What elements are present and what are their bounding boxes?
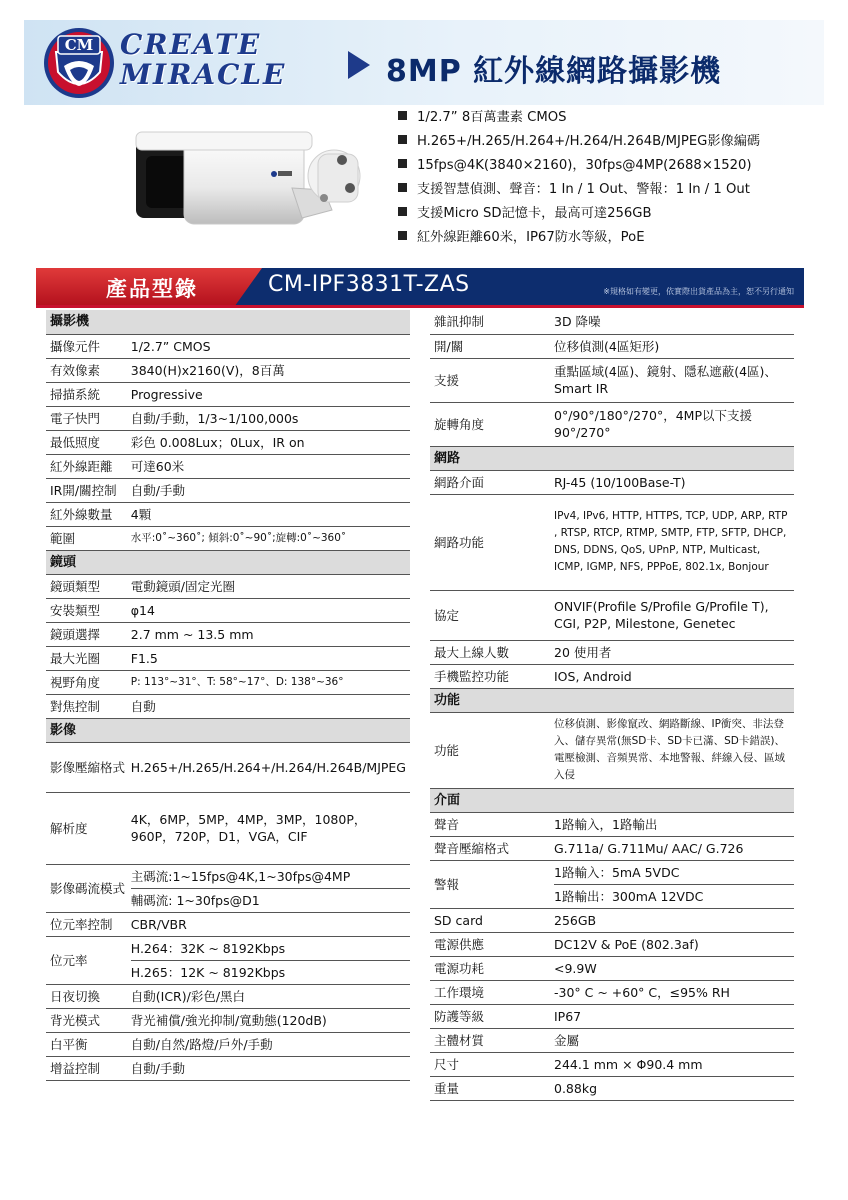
spec-key: 電源供應 [430, 932, 554, 956]
spec-row [46, 912, 410, 936]
spec-key: 聲音 [430, 812, 554, 836]
spec-value: DC12V & PoE (802.3af) [554, 932, 794, 956]
spec-value: 重點區域(4區)、鏡射、隱私遮蔽(4區)、Smart IR [554, 358, 794, 402]
spec-value: H.265+/H.265/H.264+/H.264/H.264B/MJPEG [131, 742, 410, 792]
spec-key: 網路功能 [430, 494, 554, 590]
spec-row [46, 454, 410, 478]
spec-key: 視野角度 [46, 670, 131, 694]
spec-value: 電動鏡頭/固定光圈 [131, 574, 410, 598]
spec-row [46, 622, 410, 646]
spec-key: 警報 [430, 860, 554, 908]
banner-label: 產品型錄 [106, 277, 198, 301]
header-band [24, 20, 824, 105]
spec-key: 白平衡 [46, 1032, 131, 1056]
section-title: 功能 [430, 688, 794, 712]
spec-key: 背光模式 [46, 1008, 131, 1032]
spec-value: IP67 [554, 1004, 794, 1028]
spec-key: 紅外線距離 [46, 454, 131, 478]
spec-row [46, 574, 410, 598]
spec-row [430, 640, 794, 664]
spec-row [430, 358, 794, 402]
spec-key: 最大上線人數 [430, 640, 554, 664]
spec-key: 攝像元件 [46, 334, 131, 358]
bullet-camera-icon [132, 118, 368, 238]
spec-key: 範圍 [46, 526, 131, 550]
spec-key: 影像碼流模式 [46, 864, 131, 912]
spec-value: G.711a/ G.711Mu/ AAC/ G.726 [554, 836, 794, 860]
spec-key: 鏡頭類型 [46, 574, 131, 598]
spec-value: RJ-45 (10/100Base-T) [554, 470, 794, 494]
spec-value: 背光補償/強光抑制/寬動態(120dB) [131, 1008, 410, 1032]
spec-value: Progressive [131, 382, 410, 406]
spec-value: ONVIF(Profile S/Profile G/Profile T), CGI, P2P, Milestone, Genetec [554, 590, 794, 640]
spec-key: 位元率控制 [46, 912, 131, 936]
feature-item: 15fps@4K(3840×2160)，30fps@4MP(2688×1520) [398, 154, 818, 178]
spec-key: SD card [430, 908, 554, 932]
spec-value: 1路輸出：300mA 12VDC [554, 884, 794, 908]
spec-value: 水平:0˚~360˚; 傾斜:0˚~90˚;旋轉:0˚~360˚ [131, 526, 410, 550]
spec-value: F1.5 [131, 646, 410, 670]
spec-value: 256GB [554, 908, 794, 932]
spec-value: <9.9W [554, 956, 794, 980]
spec-row [46, 382, 410, 406]
cm-shield-logo-icon [42, 26, 116, 100]
spec-row [46, 1008, 410, 1032]
spec-key: 位元率 [46, 936, 131, 984]
spec-key: 鏡頭選擇 [46, 622, 131, 646]
spec-value: 1路輸入：5mA 5VDC [554, 860, 794, 884]
spec-row [46, 526, 410, 550]
spec-row [46, 478, 410, 502]
spec-value: 金屬 [554, 1028, 794, 1052]
title-arrow-icon [348, 51, 370, 79]
brand-name [120, 30, 286, 90]
spec-value: 自動/手動 [131, 478, 410, 502]
spec-value: 自動/手動，1/3~1/100,000s [131, 406, 410, 430]
spec-row [46, 670, 410, 694]
section-title: 攝影機 [46, 310, 410, 334]
logo-text: CM [64, 36, 94, 54]
spec-key: 聲音壓縮格式 [430, 836, 554, 860]
spec-key: 功能 [430, 712, 554, 788]
spec-value: 3840(H)x2160(V)，8百萬 [131, 358, 410, 382]
section-title: 介面 [430, 788, 794, 812]
spec-row [46, 792, 410, 864]
spec-row [430, 494, 794, 590]
spec-row [430, 590, 794, 640]
spec-key: 有效像素 [46, 358, 131, 382]
brand-line-1: CREATE [120, 28, 262, 61]
section-header [430, 688, 794, 712]
spec-key: 尺寸 [430, 1052, 554, 1076]
spec-value: H.264：32K ~ 8192Kbps [131, 936, 410, 960]
spec-row [430, 402, 794, 446]
spec-row [430, 812, 794, 836]
spec-value: 位移偵測、影像竄改、網路斷線、IP衝突、非法登入、儲存異常(無SD卡、SD卡已滿、SD卡錯誤)、電壓檢測、音頻異常、本地警報、絆線入侵、區域入侵 [554, 712, 794, 788]
spec-value: 位移偵測(4區矩形) [554, 334, 794, 358]
spec-key: 雜訊抑制 [430, 310, 554, 334]
spec-key: 安裝類型 [46, 598, 131, 622]
spec-value: 自動/自然/路燈/戶外/手動 [131, 1032, 410, 1056]
spec-value: H.265：12K ~ 8192Kbps [131, 960, 410, 984]
spec-row [430, 908, 794, 932]
spec-value: 自動(ICR)/彩色/黑白 [131, 984, 410, 1008]
spec-row [46, 358, 410, 382]
spec-key: 日夜切換 [46, 984, 131, 1008]
spec-key: 主體材質 [430, 1028, 554, 1052]
section-title: 影像 [46, 718, 410, 742]
spec-row [430, 1028, 794, 1052]
spec-row [46, 598, 410, 622]
spec-key: 工作環境 [430, 980, 554, 1004]
feature-item: 支援智慧偵測、聲音：1 In / 1 Out、警報：1 In / 1 Out [398, 178, 818, 202]
spec-key: 協定 [430, 590, 554, 640]
spec-key: 支援 [430, 358, 554, 402]
spec-row [46, 694, 410, 718]
spec-key: 電子快門 [46, 406, 131, 430]
spec-value: 0°/90°/180°/270°，4MP以下支援90°/270° [554, 402, 794, 446]
spec-key: 手機監控功能 [430, 664, 554, 688]
spec-table-left [46, 310, 410, 1081]
model-number: CM-IPF3831T-ZAS [268, 272, 470, 297]
feature-item: H.265+/H.265/H.264+/H.264/H.264B/MJPEG影像編碼 [398, 130, 818, 154]
spec-key: 掃描系統 [46, 382, 131, 406]
section-header [46, 310, 410, 334]
spec-value: 輔碼流: 1~30fps@D1 [131, 888, 410, 912]
spec-row [46, 1032, 410, 1056]
spec-value: IPv4, IPv6, HTTP, HTTPS, TCP, UDP, ARP, RTP , RTSP, RTCP, RTMP, SMTP, FTP, SFTP, DHCP, DNS, DDNS, QoS, UPnP, NTP, Multicast, ICMP, IGMP, NFS, PPPoE, 802.1x, Bonjour [554, 494, 794, 590]
spec-row [430, 860, 794, 884]
spec-value: CBR/VBR [131, 912, 410, 936]
catalog-banner [36, 268, 804, 308]
spec-row [46, 430, 410, 454]
spec-row [46, 1056, 410, 1080]
spec-row [430, 932, 794, 956]
spec-value: 0.88kg [554, 1076, 794, 1100]
spec-value: 可達60米 [131, 454, 410, 478]
spec-key: 最低照度 [46, 430, 131, 454]
spec-row [46, 984, 410, 1008]
banner-note: ※規格如有變更，依實際出貨產品為主，恕不另行通知 [603, 287, 794, 296]
spec-key: 影像壓縮格式 [46, 742, 131, 792]
spec-value: 1/2.7” CMOS [131, 334, 410, 358]
spec-key: 防護等級 [430, 1004, 554, 1028]
spec-row [430, 956, 794, 980]
section-header [46, 550, 410, 574]
spec-key: 解析度 [46, 792, 131, 864]
section-header [430, 788, 794, 812]
spec-value: 自動 [131, 694, 410, 718]
spec-key: 電源功耗 [430, 956, 554, 980]
feature-item: 紅外線距離60米，IP67防水等級，PoE [398, 226, 818, 250]
spec-value: 主碼流:1~15fps@4K,1~30fps@4MP [131, 864, 410, 888]
section-header [46, 718, 410, 742]
spec-row [430, 1076, 794, 1100]
spec-value: 244.1 mm × Φ90.4 mm [554, 1052, 794, 1076]
spec-value: -30° C ~ +60° C，≤95% RH [554, 980, 794, 1004]
spec-value: 3D 降噪 [554, 310, 794, 334]
spec-row [430, 664, 794, 688]
section-header [430, 446, 794, 470]
spec-key: 開/關 [430, 334, 554, 358]
spec-key: 最大光圈 [46, 646, 131, 670]
feature-item: 1/2.7” 8百萬畫素 CMOS [398, 106, 818, 130]
spec-row [430, 1004, 794, 1028]
spec-key: 對焦控制 [46, 694, 131, 718]
spec-value: φ14 [131, 598, 410, 622]
spec-value: P: 113°~31°、T: 58°~17°、D: 138°~36° [131, 670, 410, 694]
spec-key: 重量 [430, 1076, 554, 1100]
section-title: 網路 [430, 446, 794, 470]
spec-key: 紅外線數量 [46, 502, 131, 526]
spec-row [46, 646, 410, 670]
spec-key: IR開/關控制 [46, 478, 131, 502]
spec-value: 2.7 mm ~ 13.5 mm [131, 622, 410, 646]
spec-row [430, 712, 794, 788]
spec-row [430, 1052, 794, 1076]
spec-row [46, 334, 410, 358]
spec-value: 20 使用者 [554, 640, 794, 664]
spec-key: 旋轉角度 [430, 402, 554, 446]
feature-list [398, 106, 818, 250]
spec-value: 1路輸入，1路輸出 [554, 812, 794, 836]
brand-line-2: MIRACLE [120, 58, 287, 91]
spec-value: IOS, Android [554, 664, 794, 688]
spec-key: 網路介面 [430, 470, 554, 494]
spec-table-right [430, 310, 794, 1101]
spec-row [46, 864, 410, 888]
spec-row [46, 936, 410, 960]
spec-row [46, 406, 410, 430]
spec-row [430, 470, 794, 494]
spec-row [430, 334, 794, 358]
feature-item: 支援Micro SD記憶卡，最高可達256GB [398, 202, 818, 226]
spec-key: 增益控制 [46, 1056, 131, 1080]
spec-row [430, 980, 794, 1004]
spec-row [46, 742, 410, 792]
spec-row [46, 502, 410, 526]
banner-underline [36, 305, 804, 308]
section-title: 鏡頭 [46, 550, 410, 574]
spec-value: 彩色 0.008Lux；0Lux，IR on [131, 430, 410, 454]
spec-row [430, 836, 794, 860]
page-title: 8MP 紅外線網路攝影機 [386, 54, 722, 89]
spec-value: 4K，6MP，5MP，4MP，3MP，1080P，960P，720P，D1，VGA，CIF [131, 792, 410, 864]
spec-value: 自動/手動 [131, 1056, 410, 1080]
spec-value: 4顆 [131, 502, 410, 526]
spec-row [430, 310, 794, 334]
